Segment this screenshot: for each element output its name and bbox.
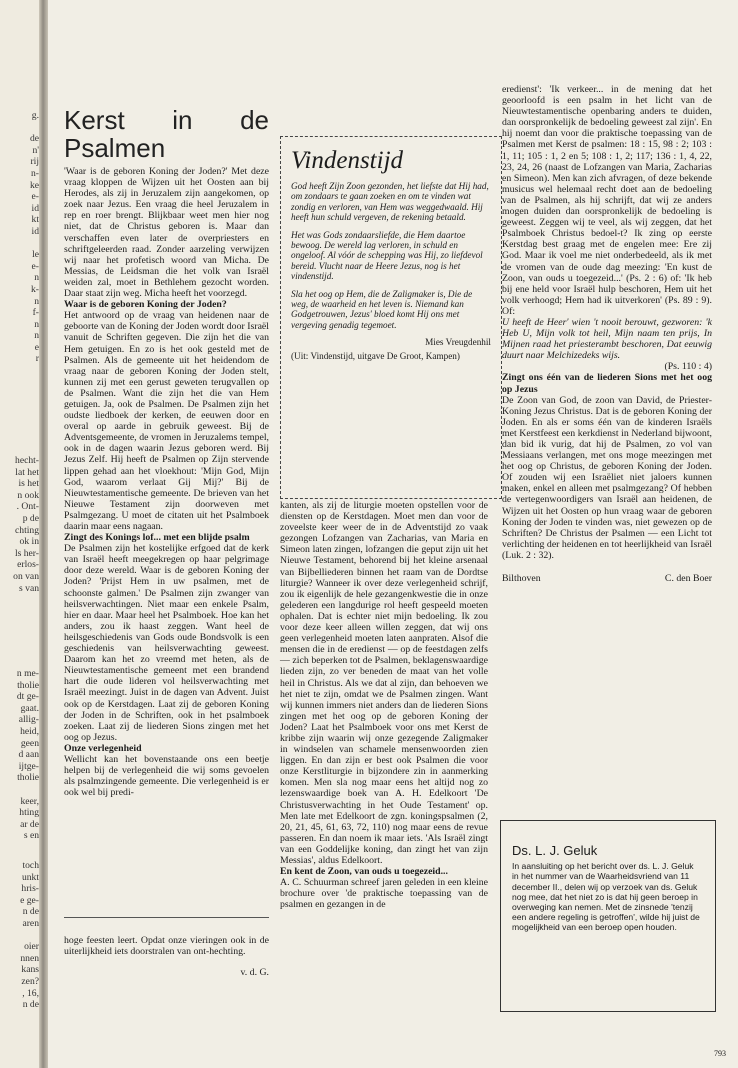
paragraph: Het antwoord op de vraag van heidenen naar de geboorte van de Koning der Joden wordt door Israël vanuit de Schriften gegeven. Die zijn het die van Hem getuigen. En zo is het ook gesteld met de Psalmen. Als de gemeente uit het heidendom de vraag naar de geboren Koning der Joden stelt, kunnen zij met een gerust geweten terugvallen op de Psalmen. Want die zijn het die van Hem getuigen. Ja, ook de Psalmen. De Psalmen zijn het oudste liedboek der kerken, de eeuwen door en overal op aarde in gebruik geweest. Bij de Adventsgemeente, de vromen in Jeruzalems tempel, ook in de dagen waarin Jezus geboren werd. Bij Jezus Zelf. Hij heeft de Psalmen op Zijn stervende lippen gehad aan het vloekhout: 'Mijn God, Mijn God, waarom verlaat Gij Mij?' Bij de Nieuwtestamentische gemeente. De brieven van het Nieuwe Testament zijn doorweven met Psalmgezang. U moet de citaten uit het Psalmboek daarin maar eens nagaan. [64,310,269,532]
margin-fragment: toch unkt hris- e ge- n de aren oier nnen kans zen? , 16, n de [20,860,39,1011]
subheading: Waar is de geboren Koning der Joden? [64,299,227,311]
subheading: Onze verlegenheid [64,742,142,754]
quote-reference: (Ps. 110 : 4) [664,361,712,373]
magazine-page [48,0,738,1068]
paragraph: hoge feesten leert. Opdat onze vieringen ook in de uiterlijkheid iets doorstralen van ont-hechting. [64,935,269,958]
poem-source: (Uit: Vindenstijd, uitgave De Groot, Kampen) [291,351,460,362]
paragraph: A. C. Schuurman schreef jaren geleden in een kleine brochure over 'de praktische toepassing van de psalmen en gezangen in de [280,877,488,911]
article-title: Kerst in de Psalmen [64,105,269,163]
poem-title: Vindenstijd [291,147,404,174]
subheading: Zingt ons één van de liederen Sions met het oog op Jezus [502,372,712,395]
paragraph: Wellicht kan het bovenstaande ons een beetje helpen bij de verlegenheid die wij soms gevoelen als psalmzingende gemeente. Die verlegenheid is er ook wel bij predi- [64,753,269,799]
left-column-end [64,935,269,978]
notice [512,843,702,933]
poem-stanza: Het was Gods zondaarsliefde, die Hem daartoe bewoog. De wereld lag verloren, in schuld en ongeloof. Al vóór de schepping was Hij, zo liefdevol bereid. Vlucht naar de Heere Jezus, nog is het vindenstijd. [291,229,483,282]
right-column [502,84,712,584]
previous-page-edge [0,0,48,1068]
page-number: 793 [714,1049,726,1058]
page-fold [39,0,48,1068]
margin-fragment: g. de n' rij n- ke e- id kt id le e- n k- n f- n n e r [29,110,39,365]
place: Bilthoven [502,573,541,585]
author: C. den Boer [664,573,712,585]
notice-text: In aansluiting op het bericht over ds. L. J. Geluk in het nummer van de Waarheidsvriend van 11 december II., delen wij op verzoek van ds. Geluk nog mee, dat het niet zo is dat hij geen beroep in overweging kan nemen. Met de zinsnede 'tenzij een andere regeling is getroffen', wilde hij juist de mogelijkheid van een beroep open houden. [512,861,700,933]
notice-title: Ds. L. J. Geluk [512,843,598,858]
margin-fragment: n me- tholie dt ge- gaat. allig- heid, geen d aan ijtge- tholie keer, hting ar de s en [16,668,39,842]
article-intro: 'Waar is de geboren Koning der Joden?' Met deze vraag kloppen de Wijzen uit het Oosten aan bij Herodes, als zij in Jeruzalem zijn aangekomen, op zoek naar Jezus. Een vraag die heel Jeruzalem in rep en roer brengt. Blijkbaar weet men hier nog niet, dat de Christus geboren is. Maar dan verschaffen even later de overpriesters en schriftgeleerden raad. Zonder aarzeling verwijzen wij naar het profetisch woord van Micha. De Messias, de Leidsman die het volk van Israël weiden zal, moet in Bethlehem gezocht worden. Daar staat zijn weg. Micha heeft het voorzegd. [64,166,269,300]
paragraph: kanten, als zij de liturgie moeten opstellen voor de diensten op de Kerstdagen. Moet men dan voor de zoveelste keer weer de in de Adventstijd zo vaak gezongen Lofzangen van Zacharias, van Maria en Simeon laten zingen, lofzangen die geput zijn uit het Nieuwe Testament, behorend bij het kleine arsenaal van Bijbelliederen binnen het raam van de Dordtse liturgie? Wanneer ik over deze verlegenheid schrijf, zou ik eigenlijk de hele gezangenkwestie die in onze gelederen een langdurige rol heeft gespeeld moeten ophalen. Dat is echter niet mijn bedoeling. Ik zou voor deze keer alleen willen zeggen, dat wij ons geen verlegenheid moeten laten aanpraten. Alsof die mensen die in de eredienst — op de feestdagen zelfs — zich beperken tot de Psalmen, beklagenswaardige lieden zijn, zo ver beneden de maat van het volle heil in Christus. Als we dat al zijn, dan behoeven we het niet te zijn, omdat we de Psalmen zingen. Want wij kunnen immers niet anders dan de liederen Sions zingen met het oog op de geboren Koning der Joden? Laat het Psalmboek voor ons met Kerst de kribbe zijn waarin wij onze gezegende Zaligmaker in windselen van schamele mensenwoorden zien liggen. En dan zijn er best ook Psalmen die voor onze Kerstliturgie in bijzondere zin in aanmerking komen. Men sla nog maar eens het altijd nog zo lezenswaardige boek van A. H. Edelkoort 'De Christusverwachting in het Oude Testament' op. Men late met Edelkoort de zgn. koningspsalmen (2, 20, 21, 45, 61, 63, 72, 110) nog maar eens de revue passeren. En dan noem ik maar iets. 'Als Israël zingt van een Goddelijke koning, dan zingt het van zijn Messias', aldus Edelkoort. [280,500,488,866]
paragraph: eredienst': 'Ik verkeer... in de mening dat het geoorloofd is een psalm in het licht van de Nieuwtestamentische openbaring anders te duiden, dan oorspronkelijk de bedoeling geweest zal zijn'. En hij noemt dan voor die praktische toepassing van de Psalmen met Kerst de psalmen: 18 : 15, 98 : 2; 103 : 1, 11; 105 : 1, 2 en 5; 108 : 1, 2; 117; 136 : 1, 4, 22, 23, 24, 26 (naast de Lofzangen van Maria, Zacharias en Simeon). Men kan zich afvragen, of deze bekende musicus wel helemaal recht doet aan de bedoeling van de Psalmen, als hij schrijft, dat wij ze anders mogen duiden dan oorspronkelijk de bedoeling is geweest. Zeggen wij te veel, als wij zeggen, dat het Psalmboek Christus bedoel-t? Ik zing op eerste Kerstdag best graag met de engelen mee: Ere zij God. Maar ik voel me niet onderbedeeld, als ik met de vromen van de oude dag meezing: 'En kust de Zoon, van ouds u toegezeid...' (Ps. 2 : 6) of: 'Ik heb bij ene held voor Israël hulp beschoren, Hem uit het volk verhoogd; Hem had ik uitverkoren' (Ps. 89 : 9). Of: [502,84,712,317]
quote: U heeft de Heer' wien 't nooit berouwt, gezworen: 'k Heb U, Mijn volk tot heil, Mijn naam ten prijs, In Mijnen raad het priesterambt beschoren, Dat eeuwig duurt naar Melchizedeks wijs. [502,316,712,362]
left-column [64,106,269,798]
poem-box [280,136,502,499]
poem-stanza: God heeft Zijn Zoon gezonden, het liefste dat Hij had, om zondaars te gaan zoeken en om te vinden wat zondig en verloren, van Hem was weggedwaald. Hij heeft hun schuld vergeven, de rekening betaald. [291,181,489,223]
signature: v. d. G. [240,967,269,979]
column-rule [64,917,269,918]
middle-column [280,500,488,910]
subheading: En kent de Zoon, van ouds u toegezeid... [280,866,448,878]
paragraph: De Zoon van God, de zoon van David, de Priester-Koning Jezus Christus. Dat is de geboren Koning der Joden. En als er soms één van de kinderen Israëls met Kerstfeest een kerkdienst in Nederland bijwoont, dan bid ik vurig, dat hij de Psalmen, zo vol van Messiaans verlangen, met ons moge meezingen met het oog op Christus, de geboren Koning der Joden. Of zouden wij een Israëliet niet jaloers kunnen maken, enkel en alleen met psalmgezang? Of hebben de vertegenwoordigers van Israël aan heidenen, de Wijzen uit het Oosten op hun vraag waar de geboren Koning der Joden te vinden was, niet gewezen op de Schriften? De Christus der Psalmen — een Licht tot verlichting der heidenen en tot heerlijkheid van Israël (Luk. 2 : 32). [502,394,712,561]
poem-stanza: Sla het oog op Hem, die de Zaligmaker is, Die de weg, de waarheid en het leven is. Niemand kan Godgetrouwen, Jezus' bloed komt Hij ons met vergeving genadig tegemoet. [291,288,473,330]
subheading: Zingt des Konings lof... met een blijde psalm [64,532,250,544]
margin-fragment: hecht- lat het is het n ook . Ont- p de chting ok in ls her- erlos- on van s van [13,455,39,594]
poem-author: Mies Vreugdenhil [425,337,491,348]
paragraph: De Psalmen zijn het kostelijke erfgoed dat de kerk van Israël heeft meegekregen op haar pelgrimage door deze wereld. Waar is de geboren Koning der Joden? 'Prijst Hem in uw psalmen, met de schoonste galmen.' De Psalmen zijn zwanger van heilsverwachtingen. Niet maar een enkele Psalm, hier en daar. Maar heel het Psalmboek. Hoe kan het anders, zou ik haast zeggen. Want heel de heilsgeschiedenis van Gods oude Bondsvolk is een geschiedenis van heilsverwachting geweest. Daarom kan het zo vreemd met heten, als de Nieuwtestamentische gemeent met een brandend hart die oude lideren vol heilsverwachting met Israël meezingt. Juist in de dagen van Advent. Juist ook op de Kerstdagen. Laat zij de geboren Koning der Joden in de Schriften, ook in het psalmboek zoeken. Laat zij de liederen Sions zingen met het oog op Jezus. [64,543,269,743]
